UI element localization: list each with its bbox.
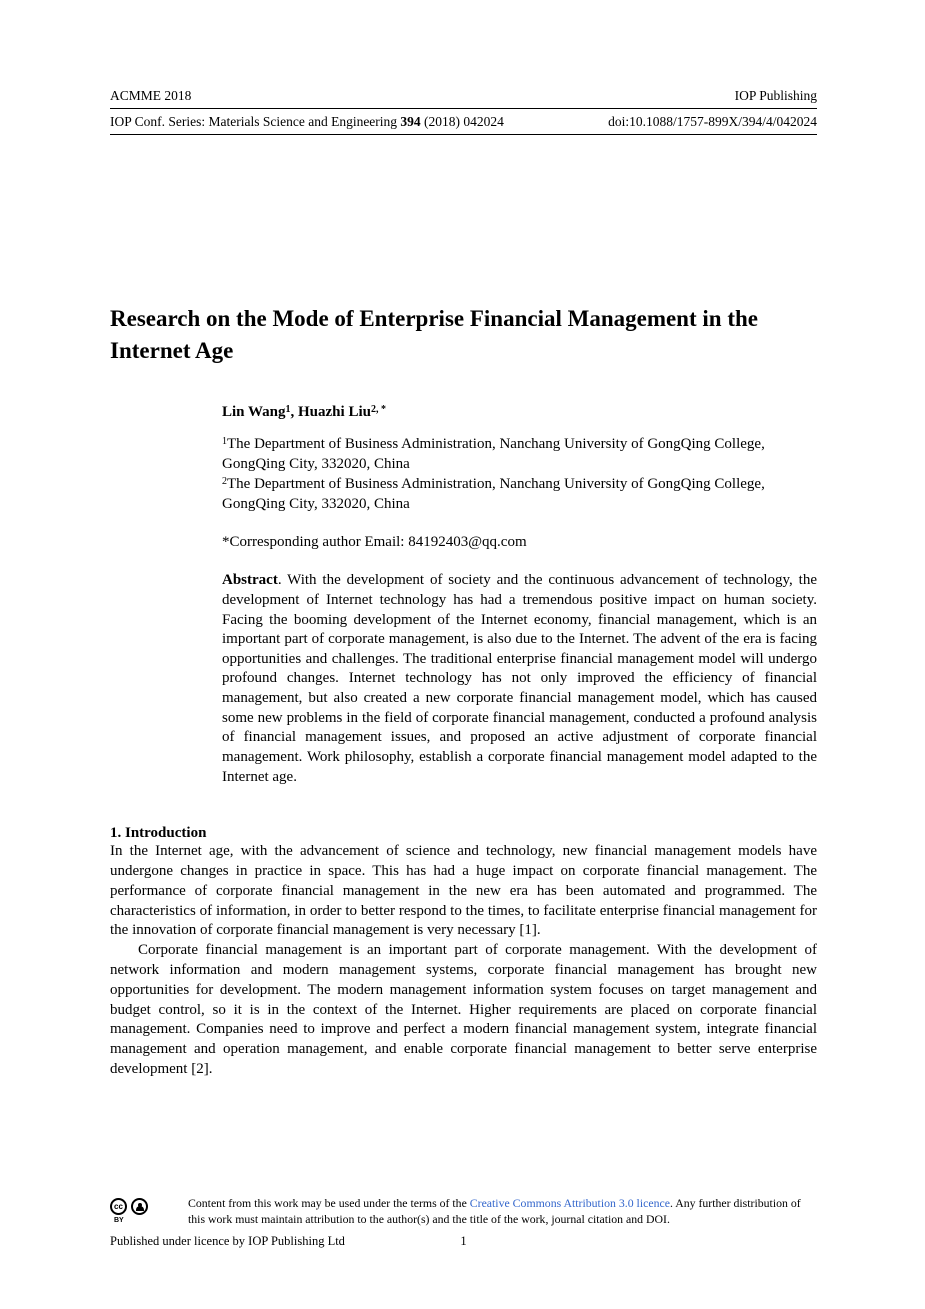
license-row [110,1196,817,1227]
doi-text: doi:10.1088/1757-899X/394/4/042024 [608,114,817,129]
header-divider-top [110,108,817,109]
cc-by-label: BY [114,1217,124,1224]
author-name: Lin Wang [222,404,286,421]
body-paragraph: Corporate financial management is an important part of corporate management. With the development of network information and modern management systems, corporate financial management has brought new opportunities for development. The modern management information system focuses on target management and budget control, so it is in the context of the Internet. Higher requirements are placed on corporate financial management. Companies need to improve and perfect a modern financial management system, integrate financial management and operation management, and enable corporate financial management to better serve enterprise development [2]. [110,942,817,1078]
journal-volume: 394 [400,114,421,129]
abstract-text: . With the development of society and the continuous advancement of technology, the development of Internet technology has had a tremendous positive impact on human society. Facing the booming development of the Internet economy, financial management, which is an important part of corporate management, is also due to the Internet. The advent of the era is facing opportunities and challenges. The traditional enterprise financial management model will undergo profound changes. Internet technology has not only improved the efficiency of financial management, but also created a new corporate financial management model, which has caused some new problems in the field of corporate financial management, conducted a profound analysis of financial management issues, and proposed an active adjustment of corporate financial management. Work philosophy, establish a corporate financial management model adapted to the Internet age. [222,572,817,785]
publisher-name: IOP Publishing [734,88,817,103]
license-text-post: . Any further distribution of this work must maintain attribution to the author(s) and the title of the work, journal citation and DOI. [188,1196,801,1226]
affiliation-text: The Department of Business Administration, Nanchang University of GongQing College, GongQing City, 332020, China [222,436,765,473]
affiliation-entry [222,475,817,515]
license-link[interactable]: Creative Commons Attribution 3.0 licence [469,1196,670,1210]
header-divider-bottom [110,134,817,135]
person-body-shape [136,1206,144,1211]
affiliation-text: The Department of Business Administration, Nanchang University of GongQing College, GongQing City, 332020, China [222,476,765,513]
page-number: 1 [460,1234,467,1249]
section-heading-introduction: 1. Introduction [110,825,207,842]
author-name: , Huazhi Liu [290,404,371,421]
corresponding-author-line: *Corresponding author Email: 84192403@qq.com [222,534,527,551]
author-superscript: 2, * [370,403,386,415]
front-matter [222,404,817,787]
published-under-licence: Published under licence by IOP Publishing Ltd [110,1234,345,1249]
conference-name: ACMME 2018 [110,88,192,103]
attribution-person-icon [131,1198,148,1215]
affiliations [222,435,817,515]
abstract [222,571,817,787]
paper-title: Research on the Mode of Enterprise Financial Management in the Internet Age [110,306,758,363]
affiliation-superscript: 2 [222,475,227,487]
page-header [110,0,817,135]
cc-by-badge [110,1196,176,1224]
cc-icon: cc [110,1198,127,1215]
author-line [222,404,817,421]
affiliation-entry [222,435,817,475]
abstract-label: Abstract [222,572,278,589]
journal-citation [110,114,504,130]
journal-series: IOP Conf. Series: Materials Science and Engineering [110,114,401,129]
license-statement [188,1196,817,1227]
affiliation-superscript: 1 [222,435,227,447]
header-row-2 [110,114,817,130]
footer-bottom-row [110,1234,817,1249]
cc-badge-circles [110,1198,148,1215]
author-superscript: 1 [285,403,291,415]
license-text-pre: Content from this work may be used under the terms of the [188,1196,470,1210]
header-row-1 [110,88,817,104]
body-paragraph: In the Internet age, with the advancement of science and technology, new financial management models have undergone changes in practice in space. This has had a huge impact on corporate financial management. The performance of corporate financial management in the new era has been automated and programmed. The characteristics of information, in order to better respond to the times, to facilitate enterprise financial management for the innovation of corporate financial management is very necessary [1]. [110,843,817,939]
page-footer [110,1196,817,1249]
journal-issue: (2018) 042024 [420,114,504,129]
